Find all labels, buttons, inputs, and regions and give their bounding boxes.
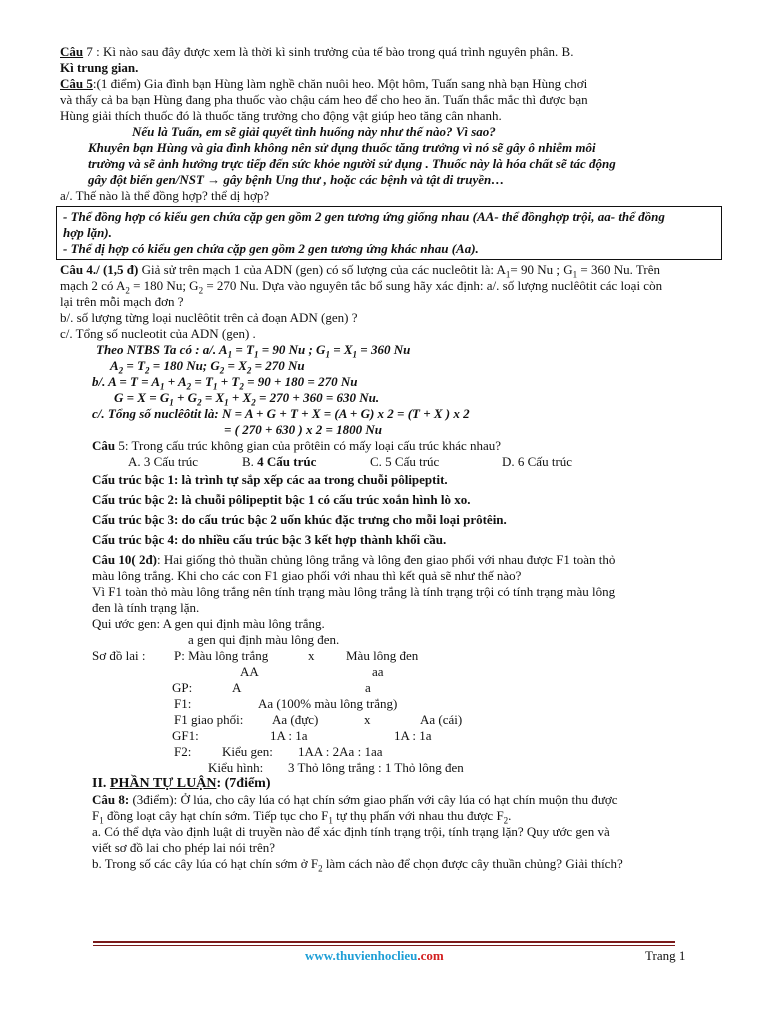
answer-5: trường và sẽ ảnh hưởng trực tiếp đến sức khỏe người sử dụng . Thuốc này là hóa chất sẽ tác động [88, 156, 616, 171]
cross-diagram-gp: GP: A a [172, 680, 371, 695]
option-d: D. 6 Cấu trúc [502, 454, 573, 469]
question-8: Câu 8: (3điểm): Ở lúa, cho cây lúa có hạt chín sớm giao phấn với cây lúa có hạt chín muộn thu được [92, 792, 618, 807]
cross-diagram-p: Sơ đồ lai : P: Màu lông trắng x Màu lông đen [92, 648, 419, 663]
solution-line: c/. Tổng số nuclêôtit là: N = A + G + T + X = (A + G) x 2 = (T + X ) x 2 [92, 406, 470, 421]
solution-line: Theo NTBS Ta có : a/. $A_1 = T_1 = 90$ Nu ; $G_1 = X_1 = 360$ Nu [96, 342, 411, 360]
structure-line: Cấu trúc bậc 4: do nhiều cấu trúc bậc 3 kết hợp thành khối cầu. [92, 532, 447, 547]
solution-line: $G = X = G_1 + G_2 = X_1 + X_2 = 270 + 360 = 630$ Nu. [114, 390, 380, 408]
text-line: lại trên mỗi mạch đơn ? [60, 294, 184, 309]
text-line: a gen qui định màu lông đen. [188, 632, 340, 647]
text-line: b. Trong số các cây lúa có hạt chín sớm ở $F_2$ làm cách nào để chọn được cây thuần chủng? Giải thích? [92, 856, 623, 874]
footer-link[interactable]: www.thuvienhoclieu.com [305, 948, 444, 963]
answer-box: - Thể đồng hợp có kiểu gen chứa cặp gen gồm 2 gen tương ứng giống nhau (AA- thể đồnghợp trội, aa- thể đồng hợp lặn). - Thể dị hợp có kiểu gen chứa cặp gen gồm 2 gen tương ứng khác nhau (Aa). [56, 206, 722, 260]
text-line: và thấy cả ba bạn Hùng đang pha thuốc vào chậu cám heo để cho heo ăn. Tuấn thắc mắc thì được bạn [60, 92, 588, 107]
text-line: $F_1$ đồng loạt cây hạt chín sớm. Tiếp tục cho $F_1$ tự thụ phấn với nhau thu được $F_2$. [92, 808, 512, 826]
text-line: b/. số lượng từng loại nuclêôtit trên cả đoạn ADN (gen) ? [60, 310, 358, 325]
section-heading: II. PHẦN TỰ LUẬN: (7điểm) [92, 776, 271, 791]
cross-diagram-genotype: AA aa [240, 664, 384, 679]
solution-line: b/. $A = T = A_1 + A_2 = T_1 + T_2 = 90 + 180 = 270$ Nu [92, 374, 358, 392]
cross-diagram-phenotype: Kiểu hình: 3 Thỏ lông trắng : 1 Thỏ lông đen [208, 760, 464, 775]
question-10: Câu 10( 2đ): Hai giống thỏ thuần chủng lông trắng và lông đen giao phối với nhau được F1 toàn thỏ [92, 552, 616, 567]
text-line: viết sơ đồ lai cho phép lai nói trên? [92, 840, 276, 855]
structure-line: Cấu trúc bậc 2: là chuỗi pôlipeptit bậc 1 có cấu trúc xoắn hình lò xo. [92, 492, 471, 507]
text-line: a. Có thể dựa vào định luật di truyền nào để xác định tính trạng trội, tính trạng lặn? Quy ước gen và [92, 824, 610, 839]
answer-5: gây đột biến gen/NST → gây bệnh Ung thư , hoặc các bệnh và tật di truyền… [88, 172, 505, 187]
question-7: Câu 7 : Kì nào sau đây được xem là thời kì sinh trưởng của tế bào trong quá trình nguyên phân. B. [60, 44, 574, 59]
question-5-intro: Câu 5:(1 điểm) Gia đình bạn Hùng làm nghề chăn nuôi heo. Một hôm, Tuấn sang nhà bạn Hùng chơi [60, 76, 588, 91]
text-line: Qui ước gen: A gen qui định màu lông trắng. [92, 616, 325, 631]
document-body [60, 44, 710, 872]
structure-line: Cấu trúc bậc 3: do cấu trúc bậc 2 uốn khúc đặc trưng cho mỗi loại prôtêin. [92, 512, 507, 527]
text-line: màu lông trắng. Khi cho các con F1 giao phối với nhau thì kết quả sẽ như thế nào? [92, 568, 522, 583]
text-line: Hùng giải thích thuốc đó là thuốc tăng trưởng cho động vật giúp heo tăng cân nhanh. [60, 108, 502, 123]
text-line: c/. Tổng số nucleotit của ADN (gen) . [60, 326, 256, 341]
solution-line: $A_2 = T_2 = 180$ Nu; $G_2 = X_2 = 270$ Nu [110, 358, 305, 376]
footer-rule [93, 941, 675, 943]
structure-line: Cấu trúc bậc 1: là trình tự sắp xếp các aa trong chuỗi pôlipeptit. [92, 472, 448, 487]
footer-rule [93, 945, 675, 946]
answer-5: Khuyên bạn Hùng và gia đình không nên sử dụng thuốc tăng trưởng vì nó sẽ gây ô nhiễm môi [88, 140, 596, 155]
cross-diagram-gf1: GF1: 1A : 1a 1A : 1a [172, 728, 432, 743]
cross-diagram-f2: F2: Kiểu gen: 1AA : 2Aa : 1aa [174, 744, 383, 759]
text-line: Vì F1 toàn thỏ màu lông trắng nên tính trạng màu lông trắng là tính trạng trội có tính trạng màu lông [92, 584, 616, 599]
text-line: mạch 2 có $A_2 = 180$ Nu; $G_2 = 270$ Nu. Dựa vào nguyên tắc bổ sung hãy xác định: a/. số lượng nuclêôtit các loại còn [60, 278, 663, 296]
question-5-prompt: Nếu là Tuấn, em sẽ giải quyết tình huống này như thế nào? Vì sao? [132, 124, 496, 139]
answer-7: Kì trung gian. [60, 60, 139, 75]
option-b: B. 4 Cấu trúc [242, 454, 317, 469]
options-row [60, 454, 710, 470]
question-5b: Câu 5: Trong cấu trúc không gian của prôtêin có mấy loại cấu trúc khác nhau? [92, 438, 502, 453]
solution-line: = ( 270 + 630 ) x 2 = 1800 Nu [224, 422, 382, 437]
text-line: đen là tính trạng lặn. [92, 600, 200, 615]
option-a: A. 3 Cấu trúc [128, 454, 199, 469]
question-a: a/. Thế nào là thể đồng hợp? thể dị hợp? [60, 188, 270, 203]
page-number: Trang 1 [645, 948, 686, 963]
option-c: C. 5 Cấu trúc [370, 454, 440, 469]
question-4: Câu 4./ (1,5 đ) Giả sử trên mạch 1 của ADN (gen) có số lượng của các nucleôtit là: $A_1= 90$ Nu ; $G_1 = 360$ Nu. Trên [60, 262, 660, 280]
cross-diagram-f1-cross: F1 giao phối: Aa (đực) x Aa (cái) [174, 712, 463, 727]
cross-diagram-f1: F1: Aa (100% màu lông trắng) [174, 696, 398, 711]
